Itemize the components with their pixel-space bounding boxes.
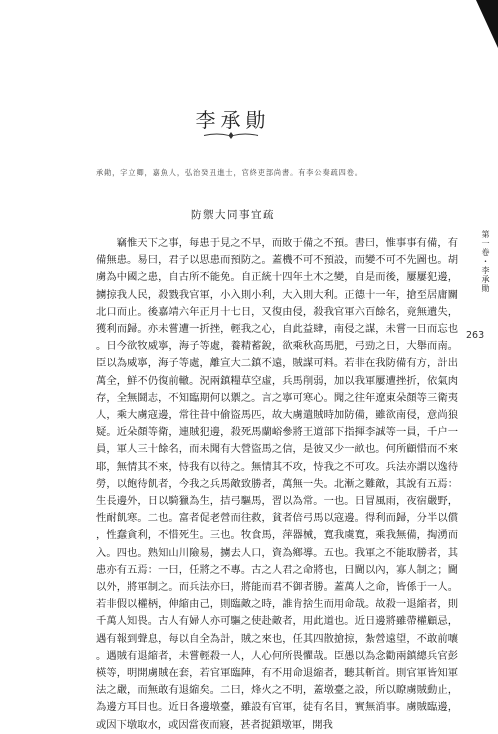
memorial-body-text: 竊惟天下之事，每患于見之不早，而敗于備之不預。書曰，惟事事有備，有備無患。易曰，君子以思患而預防之。蓋機不可不預設，而變不可不先圖也。胡虜為中國之患，自古所不能免。自正統十四年土木之變，自是而後，屢屢犯邊，擄掠我人民，殺戮我官軍，小入則小利，大入則大利。正德十一年，搶至居庸關北口而止。後嘉靖六年正月十七日，又復由侵，殺我官軍六百餘名，竟無遺失，獲利而歸。亦未嘗遭一折挫，輕我之心，自此益肆，南侵之謀，未嘗一日而忘也。日今欲牧威寧，海子等處，養精蓄銳，欲乘秋高馬肥，弓勁之日，大舉而南。臣以為威寧，海子等處，離宣大二鎮不遠，賊謀可料。若非在我防備有方，計出萬全，鮮不仍復前轍。況兩鎮糧草空虛，兵馬削弱，加以我軍屢遭挫折，依氣肉存，全無鬪志，不知臨期何以禦之。言之寧可寒心。聞之往年遼東朵顏等三衛夷人，乘大虜寇邊，常往昔中偷盜馬匹，故大虜遣賊時加防備，雖欲南侵，意尚狼疑。近朵顏等衛，連賊犯邊，殺死馬蘭峪參將王道部下指揮李誠等一員，千户一員，軍人三十餘名，而未聞有大營盜馬之信，是彼又少一畝也。何所顧惜而不來耶，無情其不來，恃我有以待之。無情其不攻，恃我之不可攻。兵法亦謂以逸待勞，以飽待飢者，今我之兵馬敵致勝者，萬無一失。北漸之難敵，其說有五焉：生長邊外，日以騎獵為生，拮弓驅馬，習以為常。一也。日冒風雨，夜宿嚴野，性耐飢寒。二也。富者促老營而往救，貧者倍弓馬以寇邊。得利而歸，分半以償，性蠢貪利，不惜死生。三也。牧食馬，萍器械，寬我虞寬，乘我無備，掏湧而入。四也。熟知山川險易，擄去人口，資為鄉導。五也。我軍之不能取勝者，其患亦有五焉：一曰，任將之不專。古之人君之命將也，日閫以內，寡人制之；閫以外，將軍制之。而兵法亦曰，將能而君不御者勝。蓋萬人之命，皆係于一人。若非假以權柄，伸縮由己，則臨敵之時，誰肯捨生而用命哉。故殺一退縮者，則千萬人知畏。古人有婦人亦可驅之使赴敵者，用此道也。近日邊將雖帶權顧忌，遇有報到聲息，每以自全為計，賊之來也，任其四散搶掠，紮營遠望，不敢前嚷。遇賊有退縮者，未嘗輕殺一人，人心何所畏懼哉。臣愚以為念勸兩鎮總兵官彭楧等，明開虜賊在套，若官軍臨陣，有不用命退縮者，聽其斬首。則官軍皆知軍法之嚴，而無敢有退縮矣。二曰，烽火之不明，蓋墩臺之設，所以瞭虜賊動止，為邊方耳目也。近日各邊墩臺，雖設有官軍，徒有名目，實無消事。虜賊臨邊，或因下墩取水，或因當夜而寢，甚者捉鎖墩軍，開我 xyxy=(96,237,458,731)
title-ornament-icon xyxy=(203,131,259,140)
section-heading: 防禦大同事宜疏 xyxy=(191,209,275,221)
author-biography-note: 承勛，字立卿，嘉魚人，弘治癸丑進士，官終吏部尚書。有李公奏疏四卷。 xyxy=(96,168,363,177)
page-number: 263 xyxy=(466,330,485,341)
running-header-chapter: 第一卷・李承勛 xyxy=(481,230,490,293)
page-title: 李承勛 xyxy=(195,108,271,132)
corner-tab-marker xyxy=(476,0,498,48)
